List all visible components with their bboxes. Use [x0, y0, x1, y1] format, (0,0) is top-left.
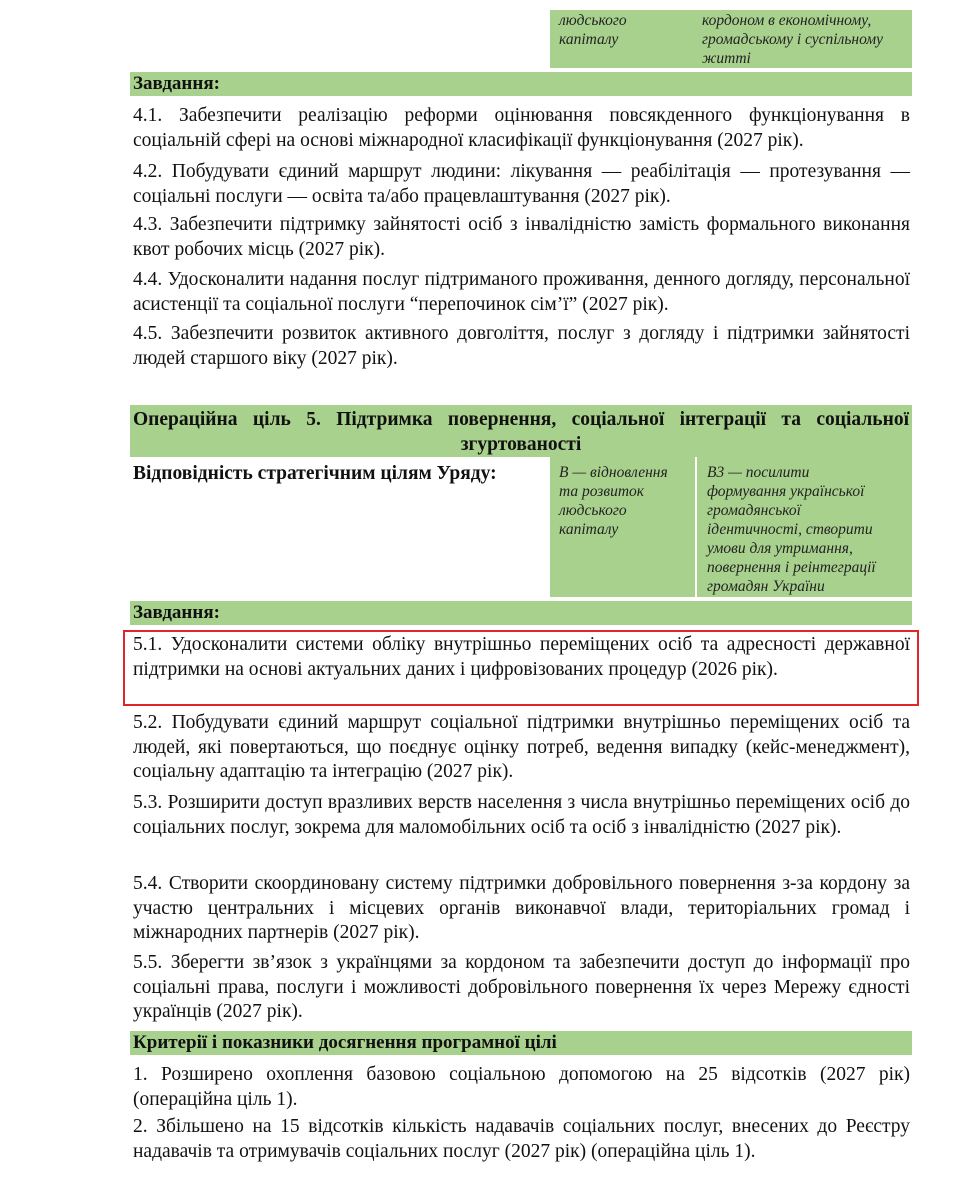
alignment-cell-2: [697, 457, 912, 597]
goal-heading-line-2: згуртованості: [460, 434, 582, 455]
criterion-1: 1. Розширено охоплення базовою соціальною допомогою на 25 відсотків (2027 рік) (операційна ціль 1).: [133, 1064, 910, 1110]
task-4-3: 4.3. Забезпечити підтримку зайнятості осіб з інвалідністю замість формального виконання квот робочих місць (2027 рік).: [133, 214, 910, 260]
alignment-cell-1-text: В — відновлення та розвиток людського капіталу: [559, 464, 668, 538]
top-table-row: [550, 10, 912, 68]
task-4-5: 4.5. Забезпечити розвиток активного довголіття, послуг з догляду і підтримки зайнятості людей старшого віку (2027 рік).: [133, 323, 910, 369]
top-table-cell-2: кордоном в економічному, громадському і суспільному житті: [702, 12, 884, 67]
task-5-2: 5.2. Побудувати єдиний маршрут соціальної підтримки внутрішньо переміщених осіб та людей, які повертаються, що поєднує оцінку потреб, ведення випадку (кейс-менеджмент), соціальну адаптацію та інтеграцію (2027 рік).: [133, 712, 910, 782]
task-4-4: 4.4. Удосконалити надання послуг підтриманого проживання, денного догляду, персональної асистенції та соціальної послуги “перепочинок сім’ї” (2027 рік).: [133, 269, 910, 315]
task-4-1: 4.1. Забезпечити реалізацію реформи оцінювання повсякденного функціонування в соціальній сфері на основі міжнародної класифікації функціонування (2027 рік).: [133, 105, 910, 151]
operational-goal-5-heading: [130, 405, 912, 457]
task-5-3: 5.3. Розширити доступ вразливих верств населення з числа внутрішньо переміщених осіб до соціальних послуг, зокрема для маломобільних осіб та осіб з інвалідністю (2027 рік).: [133, 792, 910, 838]
alignment-label: Відповідність стратегічним цілям Уряду:: [133, 463, 497, 484]
criterion-2: 2. Збільшено на 15 відсотків кількість надавачів соціальних послуг, внесених до Реєстру надавачів та отримувачів соціальних послуг (2027 рік) (операційна ціль 1).: [133, 1116, 910, 1162]
alignment-cell-1: [550, 457, 695, 597]
task-5-1: 5.1. Удосконалити системи обліку внутрішньо переміщених осіб та адресності державної підтримки на основі актуальних даних і цифровізованих процедур (2026 рік).: [133, 634, 910, 680]
task-5-5: 5.5. Зберегти зв’язок з українцями за кордоном та забезпечити доступ до інформації про соціальні права, послуги і можливості добровільного повернення їх через Мережу єдності українців (2027 рік).: [133, 952, 910, 1022]
tasks-header-2-label: Завдання:: [133, 602, 220, 623]
criteria-header-label: Критерії і показники досягнення програмної цілі: [133, 1032, 557, 1053]
task-5-4: 5.4. Створити скоординовану систему підтримки добровільного повернення з-за кордону за участю центральних і місцевих органів виконавчої влади, територіальних громад і міжнародних партнерів (2027 рік).: [133, 873, 910, 943]
alignment-cell-2-text: В3 — посилити формування української громадянської ідентичності, створити умови для утримання, повернення і реінтеграції громадян України: [707, 464, 876, 595]
tasks-header-2: [130, 601, 912, 625]
goal-heading-line-1: Операційна ціль 5. Підтримка повернення, соціальної інтеграції та соціальної: [133, 409, 909, 430]
tasks-header-1-label: Завдання:: [133, 73, 220, 94]
task-4-2: 4.2. Побудувати єдиний маршрут людини: лікування — реабілітація — протезування — соціальні послуги — освіта та/або працевлаштування (2027 рік).: [133, 161, 910, 207]
tasks-header-1: [130, 72, 912, 96]
top-table-cell-1: людського капіталу: [559, 12, 627, 48]
criteria-header: [130, 1031, 912, 1055]
